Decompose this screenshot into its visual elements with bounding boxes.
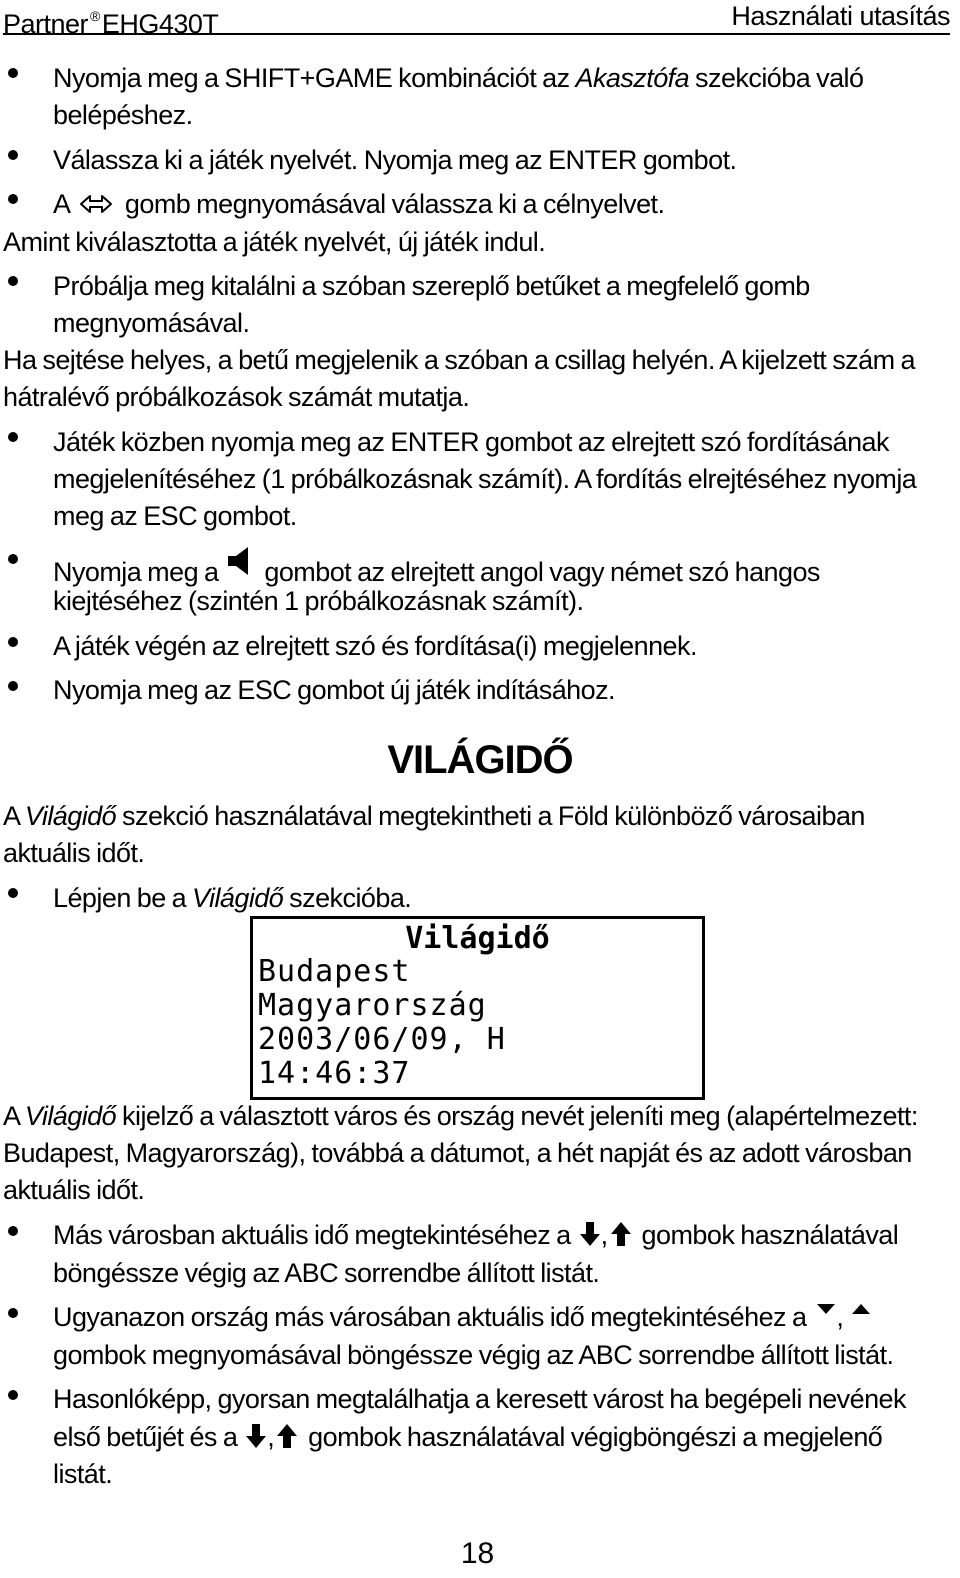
hangman-bullet-6: Nyomja meg a gombot az elrejtett angol vagy német szó hangos xyxy=(53,545,820,592)
worldtime-bullet-2: Ugyanazon ország más városában aktuális idő megtekintéséhez a , xyxy=(53,1299,871,1337)
brand-model: Partner ®EHG430T xyxy=(3,8,219,39)
hangman-bullet-2: Válassza ki a játék nyelvét. Nyomja meg az ENTER gombot. xyxy=(53,145,737,175)
hangman-bullet-1: Nyomja meg a SHIFT+GAME kombinációt az Akasztófa szekcióba való xyxy=(53,63,864,93)
bold-down-arrow-icon xyxy=(245,1423,267,1449)
lcd-title: Világidő xyxy=(405,921,550,956)
worldtime-bullet-3: Hasonlóképp, gyorsan megtalálhatja a keresett várost ha begépeli nevének xyxy=(53,1384,906,1414)
hangman-bullet-6-cont: kiejtéséhez (szintén 1 próbálkozásnak számít). xyxy=(53,586,584,616)
bullet xyxy=(8,1390,18,1400)
bullet xyxy=(8,637,18,647)
swap-arrow-icon xyxy=(79,193,113,215)
bullet xyxy=(8,150,18,160)
lcd-screen xyxy=(250,916,705,1100)
hangman-bullet-5-cont: meg az ESC gombot. xyxy=(53,501,297,531)
lcd-date: 2003/06/09, H xyxy=(258,1022,506,1057)
worldtime-para: A Világidő kijelző a választott város és ország nevét jeleníti meg (alapértelmezett: xyxy=(3,1101,918,1131)
worldtime-bullet-1: Más városban aktuális idő megtekintéséhez a , gombok használatával xyxy=(53,1220,899,1250)
section-intro-cont: aktuális időt. xyxy=(3,838,145,868)
lcd-time: 14:46:37 xyxy=(258,1056,411,1091)
hangman-bullet-4-cont: megnyomásával. xyxy=(53,308,250,338)
bullet xyxy=(8,68,18,78)
bullet xyxy=(8,194,18,204)
worldtime-bullet-1-cont: böngéssze végig az ABC sorrendbe állított listát. xyxy=(53,1258,600,1288)
worldtime-bullet-3-cont: listát. xyxy=(53,1459,113,1489)
bullet xyxy=(8,432,18,442)
bullet xyxy=(8,554,18,564)
lcd-country: Magyarország xyxy=(258,988,487,1023)
worldtime-para-cont: aktuális időt. xyxy=(3,1175,145,1205)
hangman-para-2-cont: hátralévő próbálkozások számát mutatja. xyxy=(3,382,470,412)
hangman-para-2: Ha sejtése helyes, a betű megjelenik a szóban a csillag helyén. A kijelzett szám a xyxy=(3,345,915,375)
hangman-bullet-5: Játék közben nyomja meg az ENTER gombot az elrejtett szó fordításának xyxy=(53,427,889,457)
bold-up-arrow-icon xyxy=(276,1423,298,1449)
hangman-bullet-3: A gomb megnyomásával válassza ki a célnyelvet. xyxy=(53,189,665,219)
bold-up-arrow-icon xyxy=(610,1221,632,1247)
section-step: Lépjen be a Világidő szekcióba. xyxy=(53,883,412,913)
worldtime-para-cont: Budapest, Magyarország), továbbá a dátumot, a hét napját és az adott városban xyxy=(3,1138,912,1168)
bullet xyxy=(8,681,18,691)
bullet xyxy=(8,1226,18,1236)
triangle-up-icon xyxy=(851,1302,871,1316)
bullet xyxy=(8,1308,18,1318)
hangman-bullet-5-cont: megjelenítéséhez (1 próbálkozásnak számít). A fordítás elrejtéséhez nyomja xyxy=(53,464,917,494)
worldtime-bullet-2-cont: gombok megnyomásával böngéssze végig az ABC sorrendbe állított listát. xyxy=(53,1340,894,1370)
worldtime-bullet-3-cont: első betűjét és a , gombok használatával végigböngészi a megjelenő xyxy=(53,1422,883,1452)
hangman-bullet-1-cont: belépéshez. xyxy=(53,100,193,130)
bullet xyxy=(8,888,18,898)
page-header xyxy=(3,0,950,39)
triangle-down-icon xyxy=(816,1302,836,1316)
hangman-bullet-4: Próbálja meg kitalálni a szóban szereplő betűket a megfelelő gomb xyxy=(53,271,810,301)
speaker-icon xyxy=(226,545,254,577)
bold-down-arrow-icon xyxy=(579,1221,601,1247)
hangman-bullet-8: Nyomja meg az ESC gombot új játék indításához. xyxy=(53,675,615,705)
lcd-city: Budapest xyxy=(258,954,411,989)
doc-type: Használati utasítás xyxy=(731,1,950,31)
section-heading: VILÁGIDŐ xyxy=(387,738,573,782)
bullet xyxy=(8,276,18,286)
page-number: 18 xyxy=(460,1537,495,1570)
hangman-bullet-7: A játék végén az elrejtett szó és fordítása(i) megjelennek. xyxy=(53,631,697,661)
section-intro: A Világidő szekció használatával megtekintheti a Föld különböző városaiban xyxy=(3,801,865,831)
hangman-para-1: Amint kiválasztotta a játék nyelvét, új játék indul. xyxy=(3,227,546,257)
